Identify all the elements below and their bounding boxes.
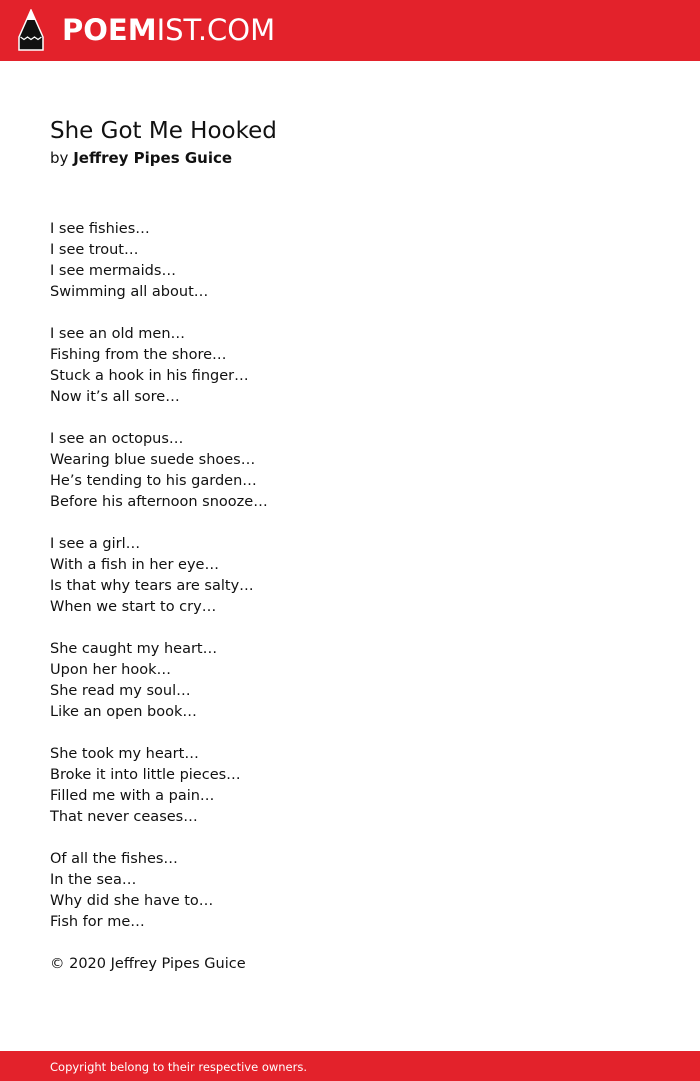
pencil-tip-icon[interactable]: [17, 9, 45, 51]
poem-stanza: [50, 429, 670, 513]
poem-line: She took my heart…: [50, 746, 199, 762]
poem-title: She Got Me Hooked: [50, 118, 277, 144]
poem-line: I see an old men…: [50, 326, 186, 342]
poem-line: Before his afternoon snooze…: [50, 494, 268, 510]
poem-line: Upon her hook…: [50, 662, 171, 678]
site-footer: [0, 1051, 700, 1081]
poem-line: Fish for me…: [50, 914, 145, 930]
byline-prefix: by: [50, 149, 69, 167]
poem-line: Like an open book…: [50, 704, 197, 720]
poem-line: When we start to cry…: [50, 599, 217, 615]
poem-line: Of all the fishes…: [50, 851, 178, 867]
site-logo[interactable]: [62, 12, 275, 48]
poem-stanza: [50, 534, 670, 618]
poem-line: In the sea…: [50, 872, 137, 888]
poem-line: Stuck a hook in his finger…: [50, 368, 249, 384]
poem-line: That never ceases…: [50, 809, 198, 825]
footer-copyright-text: Copyright belong to their respective owners.: [50, 1060, 308, 1074]
poem-line: Why did she have to…: [50, 893, 214, 909]
poem-line: She read my soul…: [50, 683, 191, 699]
poem-line: He’s tending to his garden…: [50, 473, 257, 489]
poem-content: [50, 115, 670, 975]
poem-line: Broke it into little pieces…: [50, 767, 241, 783]
poem-stanza: [50, 849, 670, 933]
poem-byline: [50, 147, 670, 169]
poem-line: I see trout…: [50, 242, 139, 258]
site-header: [0, 0, 700, 61]
poem-line: Filled me with a pain…: [50, 788, 215, 804]
poem-line: She caught my heart…: [50, 641, 218, 657]
poem-line: With a fish in her eye…: [50, 557, 219, 573]
logo-light-text: IST.COM: [156, 13, 276, 47]
poem-line: I see a girl…: [50, 536, 141, 552]
poem-line: Now it’s all sore…: [50, 389, 180, 405]
poem-line: Is that why tears are salty…: [50, 578, 254, 594]
poem-line: I see mermaids…: [50, 263, 176, 279]
poem-stanza: [50, 324, 670, 408]
poem-line: Fishing from the shore…: [50, 347, 227, 363]
poem-stanza: [50, 219, 670, 303]
poem-line: Swimming all about…: [50, 284, 209, 300]
poem-body: [50, 219, 670, 975]
poem-line: Wearing blue suede shoes…: [50, 452, 256, 468]
poem-stanza: [50, 744, 670, 828]
poem-stanza: [50, 639, 670, 723]
poem-line: I see fishies…: [50, 221, 150, 237]
poem-author: Jeffrey Pipes Guice: [73, 149, 233, 167]
poem-copyright: © 2020 Jeffrey Pipes Guice: [50, 956, 246, 972]
logo-bold-text: POEM: [62, 13, 157, 47]
poem-line: I see an octopus…: [50, 431, 184, 447]
